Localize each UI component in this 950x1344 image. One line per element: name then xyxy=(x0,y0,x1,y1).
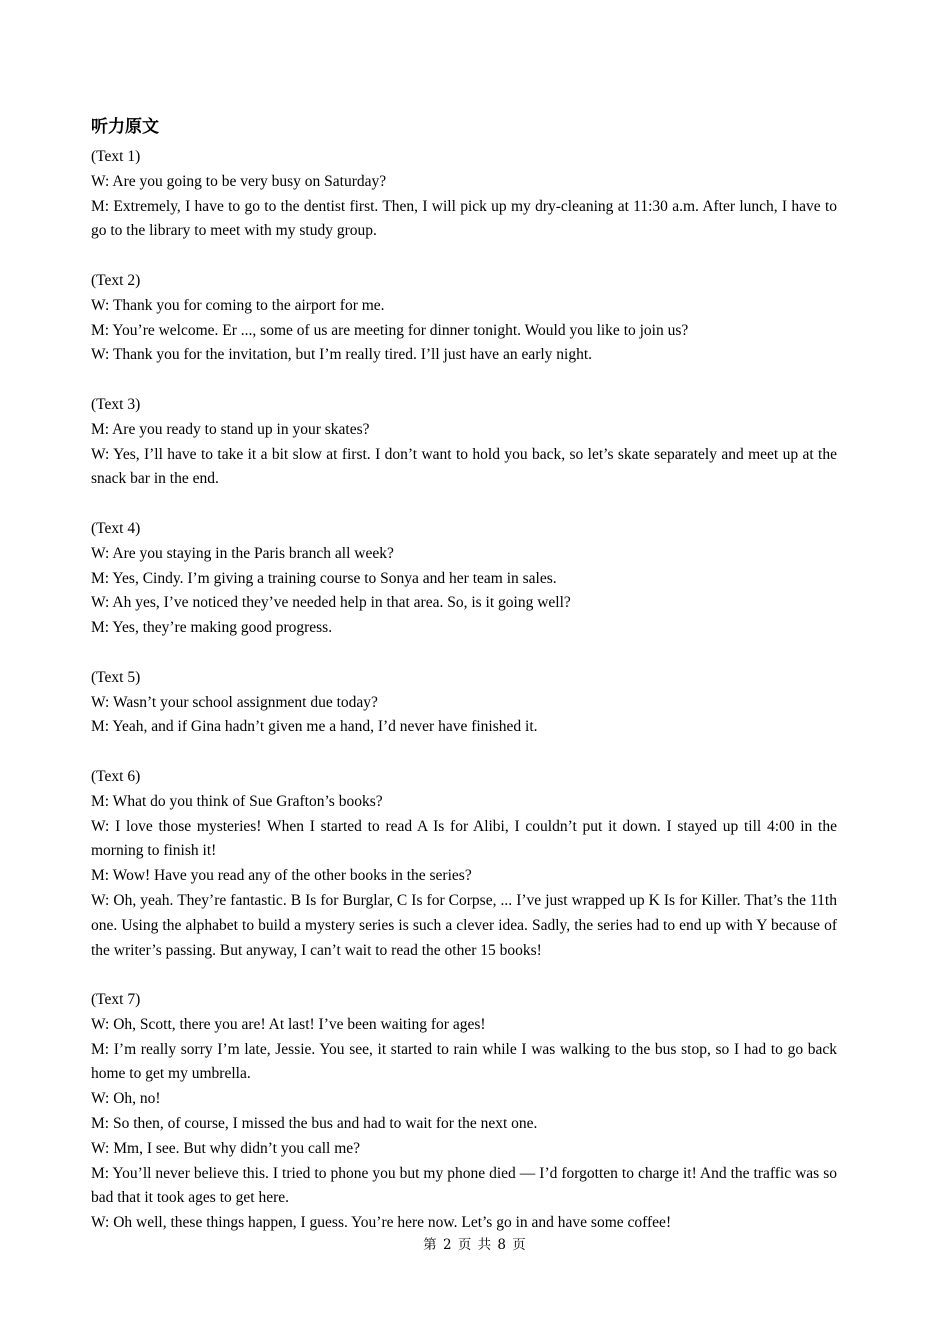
text-label: (Text 5) xyxy=(91,668,141,686)
dialogue-line: M: Wow! Have you read any of the other books in the series? xyxy=(91,867,472,885)
dialogue-line: W: Mm, I see. But why didn’t you call me? xyxy=(91,1139,361,1157)
dialogue-line: W: Thank you for the invitation, but I’m really tired. I’ll just have an early night. xyxy=(91,346,593,364)
dialogue-line: W: Thank you for coming to the airport for me. xyxy=(91,296,385,314)
text-block-3 xyxy=(91,393,837,492)
text-label: (Text 2) xyxy=(91,271,141,289)
text-label: (Text 3) xyxy=(91,395,141,413)
dialogue-line: W: Ah yes, I’ve noticed they’ve needed help in that area. So, is it going well? xyxy=(91,594,571,612)
text-label: (Text 4) xyxy=(91,519,141,537)
dialogue-line: W: Are you staying in the Paris branch all week? xyxy=(91,544,394,562)
dialogue-line: W: Oh, yeah. They’re fantastic. B Is for Burglar, C Is for Corpse, ... I’ve just wrapped up K Is for Killer. That’s the 11th one. Using the alphabet to build a mystery series is such a clever idea. Sadly, the series had to end up with Y because of the writer’s passing. But anyway, I can’t wait to read the other 15 books! xyxy=(91,891,837,959)
text-label: (Text 6) xyxy=(91,767,141,785)
dialogue-line: W: Are you going to be very busy on Saturday? xyxy=(91,172,387,190)
text-block-5 xyxy=(91,666,837,740)
text-label: (Text 1) xyxy=(91,148,141,165)
dialogue-line: M: Yeah, and if Gina hadn’t given me a hand, I’d never have finished it. xyxy=(91,718,538,736)
dialogue-line: M: You’re welcome. Er ..., some of us are meeting for dinner tonight. Would you like to join us? xyxy=(91,321,689,339)
dialogue-line: W: Oh, Scott, there you are! At last! I’ve been waiting for ages! xyxy=(91,1015,486,1033)
dialogue-line: W: Wasn’t your school assignment due today? xyxy=(91,693,378,711)
dialogue-line: M: You’ll never believe this. I tried to phone you but my phone died — I’d forgotten to charge it! And the traffic was so bad that it took ages to get here. xyxy=(91,1164,837,1207)
dialogue-line: W: Yes, I’ll have to take it a bit slow at first. I don’t want to hold you back, so let’s skate separately and meet up at the snack bar in the end. xyxy=(91,445,837,488)
dialogue-line: M: So then, of course, I missed the bus and had to wait for the next one. xyxy=(91,1115,538,1133)
section-title: 听力原文 xyxy=(91,117,159,137)
text-block-6 xyxy=(91,765,837,963)
text-block-7 xyxy=(91,988,837,1236)
text-block-1 xyxy=(91,145,837,244)
page-content xyxy=(91,113,837,1236)
dialogue-line: W: Oh well, these things happen, I guess. You’re here now. Let’s go in and have some coffee! xyxy=(91,1214,672,1232)
dialogue-line: M: Are you ready to stand up in your skates? xyxy=(91,420,370,438)
dialogue-line: W: I love those mysteries! When I started to read A Is for Alibi, I couldn’t put it down. I stayed up till 4:00 in the morning to finish it! xyxy=(91,817,837,860)
text-block-2 xyxy=(91,269,837,368)
dialogue-line: M: Extremely, I have to go to the dentist first. Then, I will pick up my dry-cleaning at 11:30 a.m. After lunch, I have to go to the library to meet with my study group. xyxy=(91,197,837,240)
text-label: (Text 7) xyxy=(91,991,141,1009)
text-block-4 xyxy=(91,517,837,641)
dialogue-line: M: Yes, Cindy. I’m giving a training course to Sonya and her team in sales. xyxy=(91,569,557,587)
page-footer: 第 2 页 共 8 页 xyxy=(423,1237,527,1253)
dialogue-line: M: I’m really sorry I’m late, Jessie. You see, it started to rain while I was walking to the bus stop, so I had to go back home to get my umbrella. xyxy=(91,1040,837,1083)
dialogue-line: M: Yes, they’re making good progress. xyxy=(91,619,333,637)
dialogue-line: M: What do you think of Sue Grafton’s books? xyxy=(91,792,383,810)
dialogue-line: W: Oh, no! xyxy=(91,1090,161,1108)
